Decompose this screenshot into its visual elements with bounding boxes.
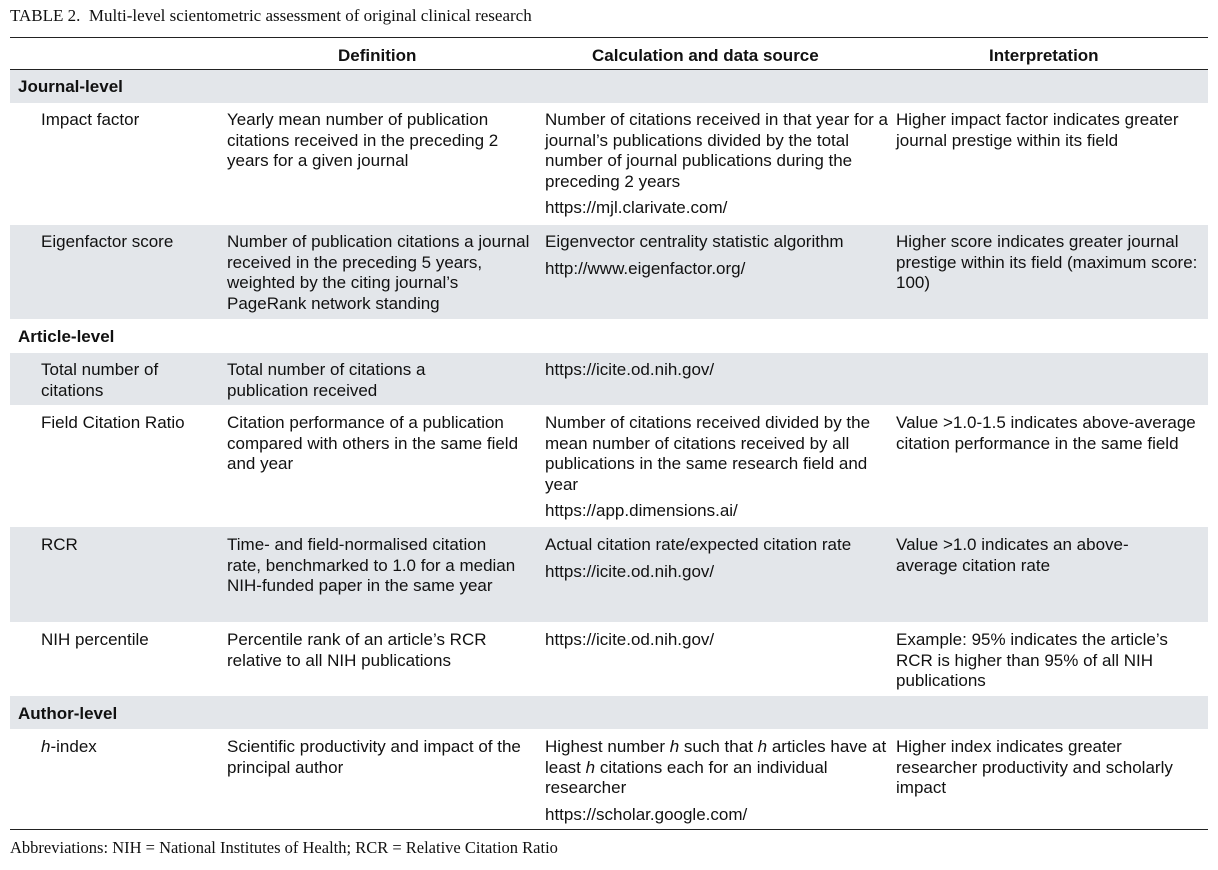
metric-calculation [545,737,890,825]
section-title-author: Author-level [18,704,118,723]
metric-definition: Time- and field-normalised citation rate, benchmarked to 1.0 for a median NIH-funded paper in the same year [227,535,516,595]
calc-text-part: citations each for an individual researcher [545,757,828,797]
section-title-article: Article-level [18,327,115,346]
table-label: TABLE 2. [10,6,81,25]
metric-interpretation: Higher index indicates greater researcher productivity and scholarly impact [896,737,1173,797]
table-title: Multi-level scientometric assessment of original clinical research [88,6,532,25]
calculation-text: Number of citations received divided by the mean number of citations received by all publications in the same research field and year [545,413,871,494]
metric-calculation [545,413,890,522]
metric-name: Total number of citations [41,360,159,400]
metric-interpretation: Higher impact factor indicates greater journal prestige within its field [896,110,1179,150]
data-source-url: https://icite.od.nih.gov/ [545,630,715,649]
data-source-url: https://mjl.clarivate.com/ [545,198,728,217]
metric-definition: Number of publication citations a journal received in the preceding 5 years, weighted by the citing journal’s PageRank network standing [227,232,530,313]
metric-interpretation: Example: 95% indicates the article’s RCR is higher than 95% of all NIH publications [896,630,1168,690]
metric-calculation [545,360,890,381]
bottom-rule [10,829,1208,830]
metric-calculation [545,535,890,582]
metric-name: RCR [41,535,78,554]
table-caption [10,6,532,26]
calc-h-italic: h [669,737,680,756]
data-source-url: https://icite.od.nih.gov/ [545,360,715,379]
metric-name-italic: h [41,737,51,756]
metric-name-rest: -index [50,737,97,756]
column-header-interpretation: Interpretation [989,46,1099,65]
calc-text-part: such that [679,737,758,756]
data-source-url: https://scholar.google.com/ [545,804,748,824]
metric-definition: Scientific productivity and impact of the principal author [227,737,521,777]
calc-text-part: articles have at least [545,737,887,777]
metric-name [41,737,221,758]
metric-definition: Total number of citations a publication received [227,360,426,400]
metric-calculation [545,110,890,219]
metric-interpretation: Value >1.0 indicates an above-average citation rate [896,535,1129,575]
calculation-text: Eigenvector centrality statistic algorithm [545,232,844,251]
metric-definition: Percentile rank of an article’s RCR relative to all NIH publications [227,630,487,670]
calculation-text: Number of citations received in that year for a journal’s publications divided by the total number of journal publications during the preceding 2 years [545,110,888,191]
calculation-text: Actual citation rate/expected citation rate [545,535,852,554]
metric-interpretation: Higher score indicates greater journal prestige within its field (maximum score: 100) [896,232,1198,292]
section-title-journal: Journal-level [18,77,123,96]
calc-h-italic: h [757,737,768,756]
data-source-url: https://app.dimensions.ai/ [545,501,738,520]
table-footnote: Abbreviations: NIH = National Institutes of Health; RCR = Relative Citation Ratio [10,838,558,857]
data-source-url: http://www.eigenfactor.org/ [545,258,746,278]
metric-name: NIH percentile [41,630,149,649]
metric-definition: Yearly mean number of publication citations received in the preceding 2 years for a given journal [227,110,499,170]
metric-name: Field Citation Ratio [41,413,185,432]
metric-interpretation: Value >1.0-1.5 indicates above-average citation performance in the same field [896,413,1196,453]
metric-calculation [545,232,890,279]
section-band-journal [10,70,1208,103]
section-band-author [10,696,1208,729]
data-source-url: https://icite.od.nih.gov/ [545,561,715,581]
calc-h-italic: h [585,757,596,777]
column-header-calculation: Calculation and data source [592,46,819,65]
metric-definition: Citation performance of a publication compared with others in the same field and year [227,413,519,473]
calc-text-part: Highest number [545,737,670,756]
metric-name: Impact factor [41,110,140,129]
calculation-text [545,737,886,797]
metric-calculation [545,630,890,651]
metric-name: Eigenfactor score [41,232,174,251]
column-header-row [10,38,1208,70]
column-header-definition: Definition [338,46,417,65]
